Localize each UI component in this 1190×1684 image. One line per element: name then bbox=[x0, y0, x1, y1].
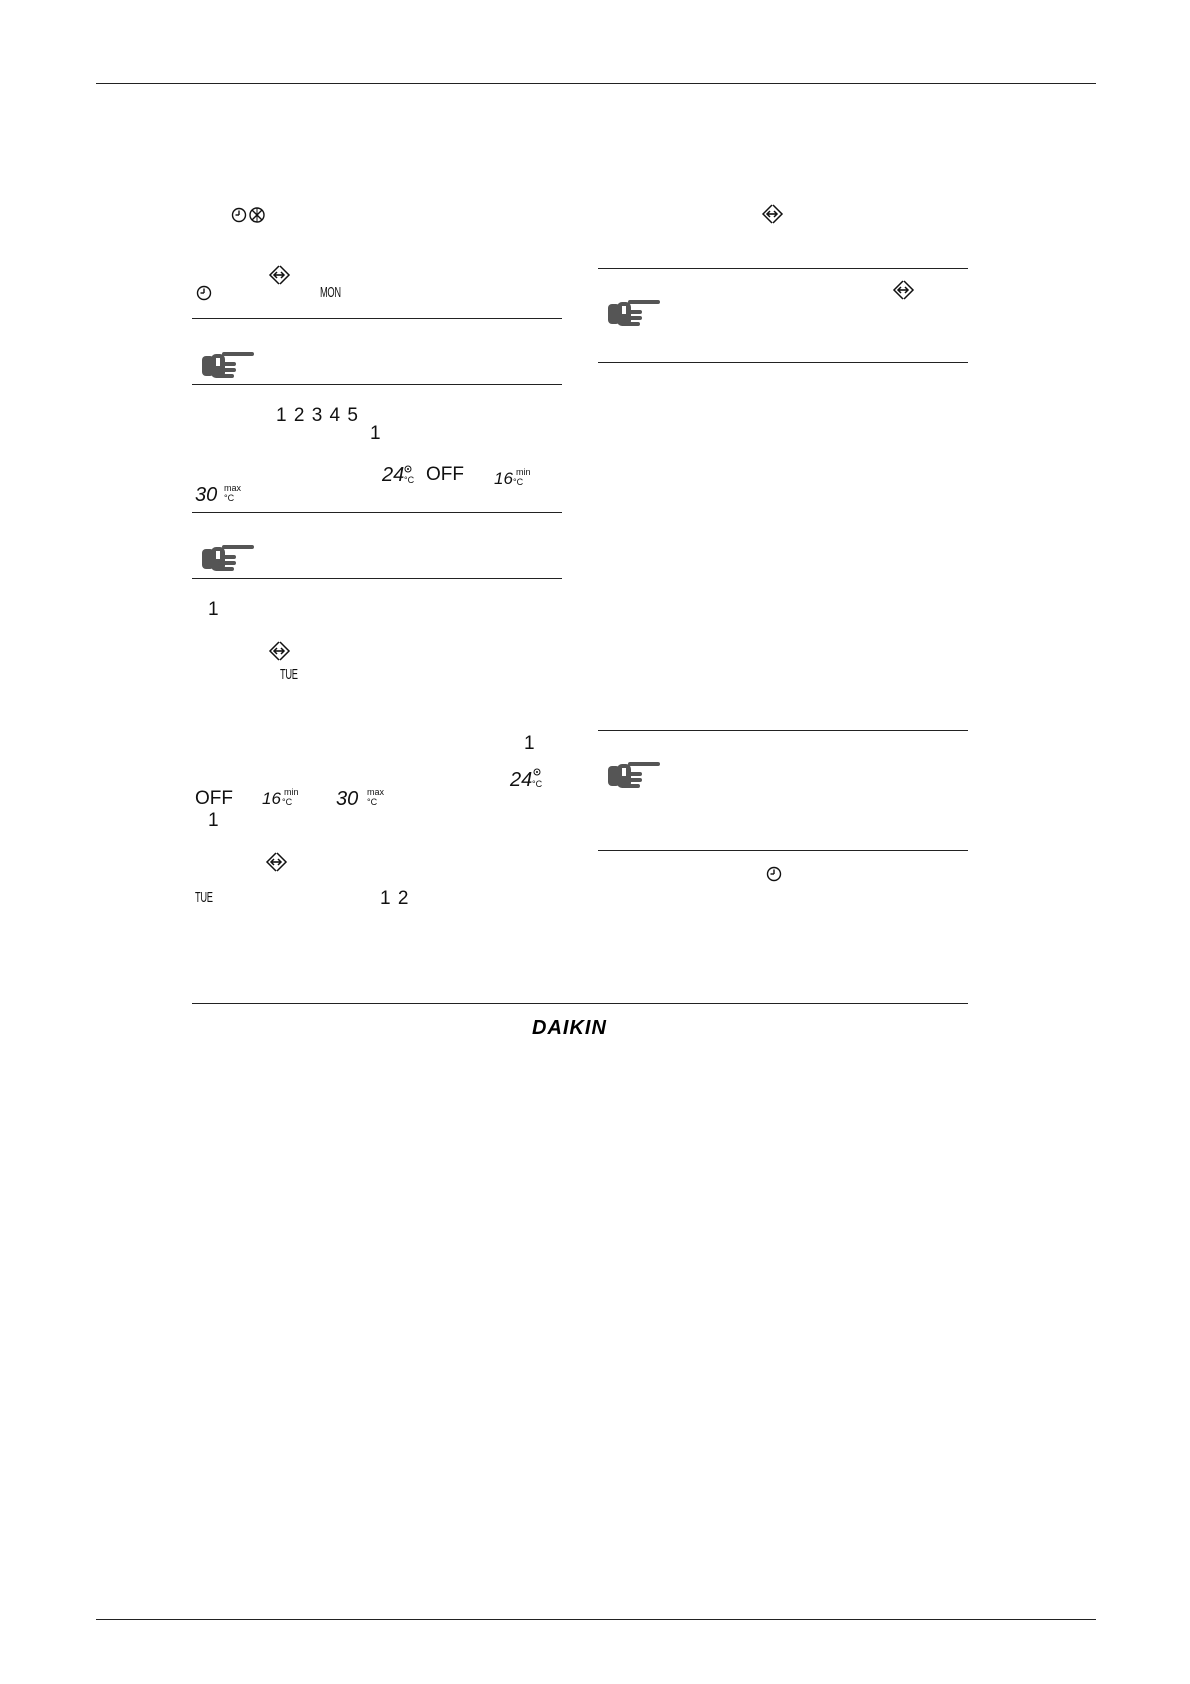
note-hand-icon bbox=[202, 543, 256, 571]
clock-icon bbox=[766, 866, 782, 882]
program-number-b: 1 bbox=[524, 733, 536, 754]
note-hand-icon bbox=[608, 298, 662, 326]
lcd-temp-set: 24 bbox=[382, 464, 405, 486]
lcd-deg-c: °C bbox=[367, 797, 378, 807]
note-box-2-bottom bbox=[192, 578, 562, 579]
program-button-icon bbox=[269, 641, 289, 661]
lcd-temp-min-b: 16 bbox=[262, 789, 281, 808]
lcd-temp-min: 16 bbox=[494, 469, 513, 488]
program-number-c: 1 bbox=[208, 810, 220, 831]
lcd-temp-max: 30 bbox=[195, 484, 218, 506]
note-box-1-bottom bbox=[192, 384, 562, 385]
program-button-icon bbox=[269, 265, 289, 285]
clock-icon bbox=[196, 285, 212, 301]
lcd-deg-c: °C bbox=[282, 797, 293, 807]
set-indicator-icon bbox=[404, 465, 412, 473]
note-box-3-bottom bbox=[598, 362, 968, 363]
lcd-temp-max-b: 30 bbox=[336, 788, 359, 810]
day-indicator-tue: TUE bbox=[280, 666, 298, 683]
lcd-deg-c: °C bbox=[532, 779, 543, 789]
program-button-icon bbox=[266, 852, 286, 872]
daikin-logo: DAIKIN bbox=[532, 1017, 607, 1039]
timer-cancel-icon bbox=[249, 207, 266, 224]
max-label: max bbox=[224, 483, 242, 493]
clock-icon bbox=[231, 207, 247, 223]
min-label: min bbox=[516, 467, 531, 477]
program-days: 1 2 3 4 5 bbox=[276, 405, 359, 426]
program-button-icon bbox=[893, 280, 913, 300]
footer-rule bbox=[96, 1619, 1096, 1620]
program-numbers: 1 2 bbox=[380, 888, 410, 909]
note-box-4-top bbox=[598, 730, 968, 731]
off-label: OFF bbox=[426, 464, 464, 485]
lcd-deg-c: °C bbox=[404, 475, 415, 485]
max-label: max bbox=[367, 787, 385, 797]
lcd-temp-set-b: 24 bbox=[510, 769, 533, 791]
header-rule bbox=[96, 83, 1096, 84]
lcd-deg-c: °C bbox=[513, 477, 524, 487]
note-hand-icon bbox=[608, 760, 662, 788]
program-number: 1 bbox=[370, 423, 382, 444]
lcd-deg-c: °C bbox=[224, 493, 235, 503]
program-button-icon bbox=[762, 204, 782, 224]
day-indicator-tue: TUE bbox=[195, 889, 213, 906]
set-indicator-icon bbox=[533, 768, 541, 776]
content-end-rule bbox=[192, 1003, 968, 1004]
min-label: min bbox=[284, 787, 299, 797]
note-box-3-top bbox=[598, 268, 968, 269]
note-box-4-bottom bbox=[598, 850, 968, 851]
off-label: OFF bbox=[195, 788, 233, 809]
note-box-2-top bbox=[192, 512, 562, 513]
note-hand-icon bbox=[202, 350, 256, 378]
day-indicator-mon: MON bbox=[320, 284, 341, 301]
note-box-1-top bbox=[192, 318, 562, 319]
step-number: 1 bbox=[208, 599, 220, 620]
